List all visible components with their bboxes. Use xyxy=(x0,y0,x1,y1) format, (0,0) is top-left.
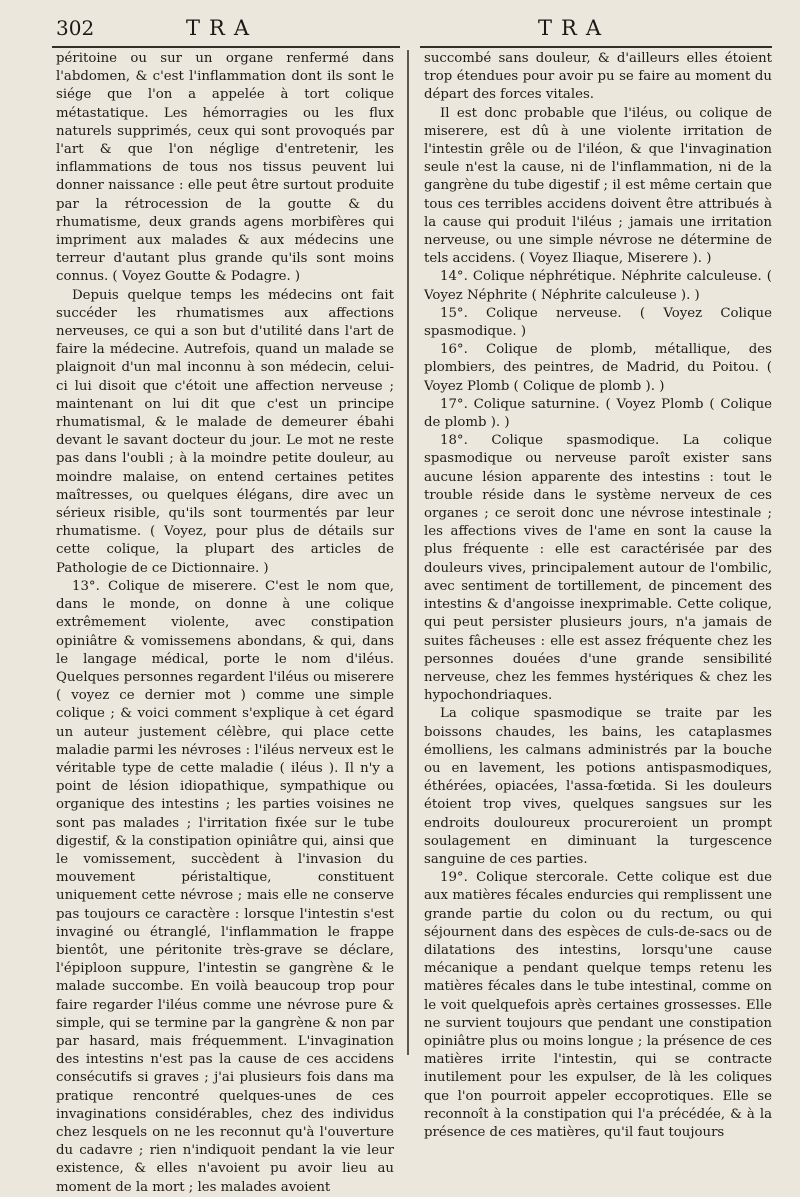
paragraph: péritoine ou sur un organe renfermé dans l'abdomen, & c'est l'inflammation dont ils sont le siége que l'on a appelée à tort colique métastatique. Les hémorragies ou les flux naturels supprimés, ceux qui sont provoqués par l'art & que l'on néglige d'entretenir, les inflammations de tous nos tissus peuvent lui donner naissance : elle peut être surtout produite par la rétrocession de la goutte & du rhumatisme, deux grands agens morbifères qui impriment aux malades & aux médecins une terreur d'autant plus grande qu'ils sont moins connus. ( Voyez Goutte & Podagre. ) xyxy=(56,51,394,285)
left-column xyxy=(56,50,394,1197)
paragraph: 17°. Colique saturnine. ( Voyez Plomb ( Colique de plomb ). ) xyxy=(424,396,772,431)
paragraph: Depuis quelque temps les médecins ont fait succéder les rhumatismes aux affections nerveuses, ce qui a son but d'utilité dans l'art de faire la médecine. Autrefois, quand un malade se plaignoit d'un mal inconnu à son médecin, celui-ci lui disoit que c'étoit une affection nerveuse ; maintenant on lui dit que c'est un principe rhumatismal, & le malade de demeurer ébahi devant le savant docteur du jour. Le mot ne reste pas dans l'oubli ; à la moindre petite douleur, au moindre malaise, on entend certaines petites maîtresses, ou quelques élégans, dire avec un sérieux risible, qu'ils sont tourmentés par leur rhumatisme. ( Voyez, pour plus de détails sur cette colique, la plupart des articles de Pathologie de ce Dictionnaire. ) xyxy=(56,287,394,576)
paragraph: 13°. Colique de miserere. C'est le nom que, dans le monde, on donne à une colique extrêmement violente, avec constipation opiniâtre & vomissemens abondans, & qui, dans le langage médical, porte le nom d'iléus. Quelques personnes regardent l'iléus ou miserere ( voyez ce dernier mot ) comme une simple colique ; & voici comment s'explique à cet égard un auteur justement célèbre, qui place cette maladie parmi les névroses : l'iléus nerveux est le véritable type de cette maladie ( iléus ). Il n'y a point de lésion idiopathique, sympathique ou organique des intestins ; les parties voisines ne sont pas malades ; l'irritation fixée sur le tube digestif, & la constipation opiniâtre qui, ainsi que le vomissement, succèdent à l'invasion du mouvement péristaltique, constituent uniquement cette névrose ; mais elle ne conserve pas toujours ce caractère : lorsque l'intestin s'est invaginé ou étranglé, l'inflammation le frappe bientôt, une péritonite très-grave se déclare, l'épiploon suppure, l'intestin se gangrène & le malade succombe. En voilà beaucoup trop pour faire regarder l'iléus comme une névrose pure & simple, qui se termine par la gangrène & non par par hasard, mais fréquemment. L'invagination des intestins n'est pas la cause de ces accidens consécutifs si graves ; j'ai plusieurs fois dans ma pratique rencontré quelques-unes de ces invaginations considérables, chez des individus chez lesquels on ne les reconnut qu'à l'ouverture du cadavre ; rien n'indiquoit pendant la vie leur existence, & elles n'avoient pu avoir lieu au moment de la mort ; les malades avoient xyxy=(56,578,394,1195)
paragraph: La colique spasmodique se traite par les boissons chaudes, les bains, les cataplasmes émolliens, les calmans administrés par la bouche ou en lavement, les potions antispasmodiques, éthérées, opiacées, l'assa-fœtida. Si les douleurs étoient trop vives, quelques sangsues sur les endroits douloureux procureroient un prompt soulagement en diminuant la turgescence sanguine de ces parties. xyxy=(424,706,772,867)
column-divider xyxy=(407,50,409,1055)
header-rule-left xyxy=(52,46,400,48)
paragraph: 16°. Colique de plomb, métallique, des plombiers, des peintres, de Madrid, du Poitou. ( Voyez Plomb ( Colique de plomb ). ) xyxy=(424,342,772,394)
paragraph: 14°. Colique néphrétique. Néphrite calculeuse. ( Voyez Néphrite ( Néphrite calculeuse ). ) xyxy=(424,269,772,303)
paragraph: 19°. Colique stercorale. Cette colique est due aux matières fécales endurcies qui remplissent une grande partie du colon ou du rectum, ou qui séjournent dans des espèces de culs-de-sacs ou de dilatations des intestins, lorsqu'une cause mécanique a pendant quelque temps retenu les matières fécales dans le tube intestinal, comme on le voit quelquefois après certaines grossesses. Elle ne survient toujours que pendant une constipation opiniâtre plus ou moins longue ; la présence de ces matières irrite l'intestin, qui se contracte inutilement pour les expulser, de là les coliques que l'on pourroit appeler eccoprotiques. Elle se reconnoît à la constipation qui l'a précédée, & à la présence de ces matières, qu'il faut toujours xyxy=(424,870,772,1140)
header-rule-right xyxy=(420,46,772,48)
running-head-left: TRA xyxy=(186,16,258,40)
paragraph: Il est donc probable que l'iléus, ou colique de miserere, est dû à une violente irritation de l'intestin grêle ou de l'iléon, & que l'invagination seule n'est la cause, ni de l'inflammation, ni de la gangrène du tube digestif ; il est même certain que tous ces terribles accidens doivent être attribués à la cause qui produit l'iléus ; jamais une irritation nerveuse, ou une simple névrose ne détermine de tels accidens. ( Voyez Iliaque, Miserere ). ) xyxy=(424,105,772,267)
page-number: 302 xyxy=(56,16,95,40)
page-header xyxy=(0,16,800,46)
running-head-right: TRA xyxy=(538,16,610,40)
right-column xyxy=(424,50,772,1142)
paragraph: 18°. Colique spasmodique. La colique spasmodique ou nerveuse paroît exister sans aucune lésion apparente des intestins : tout le trouble réside dans le système nerveux de ces organes ; ce seroit donc une névrose intestinale ; les affections vives de l'ame en sont la cause la plus fréquente : elle est caractérisée par des douleurs vives, principalement autour de l'ombilic, avec sentiment de tortillement, de pincement des intestins & d'angoisse inexprimable. Cette colique, qui peut persister plusieurs jours, n'a jamais de suites fâcheuses : elle est assez fréquente chez les personnes douées d'une grande sensibilité nerveuse, chez les femmes hystériques & chez les hypochondriaques. xyxy=(424,433,772,704)
paragraph: succombé sans douleur, & d'ailleurs elles étoient trop étendues pour avoir pu se faire au moment du départ des forces vitales. xyxy=(424,51,772,103)
paragraph: 15°. Colique nerveuse. ( Voyez Colique spasmodique. ) xyxy=(424,305,772,340)
